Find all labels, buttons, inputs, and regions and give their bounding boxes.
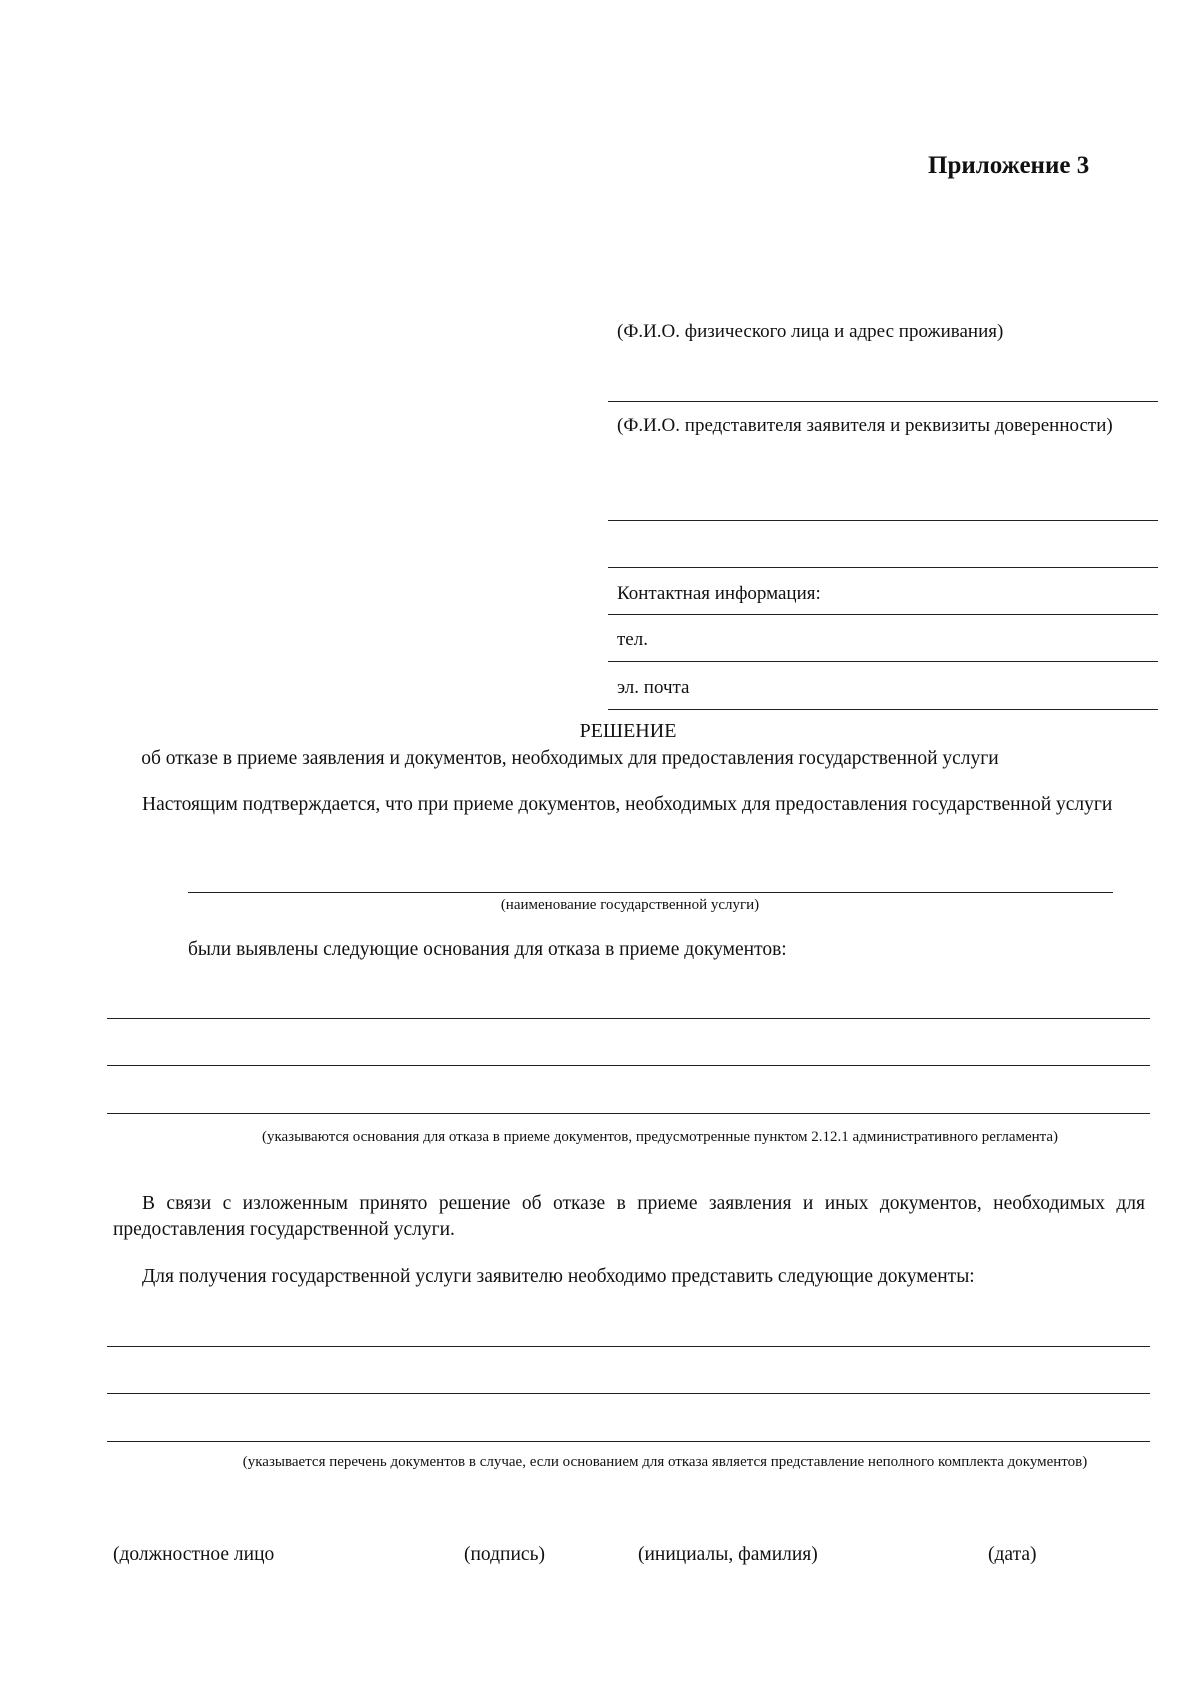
phone-line <box>608 661 1158 662</box>
signature-sign: (подпись) <box>464 1544 545 1565</box>
representative-line-1 <box>608 520 1158 521</box>
service-line <box>188 892 1113 893</box>
signature-date: (дата) <box>988 1544 1037 1565</box>
person-line <box>608 401 1158 402</box>
representative-caption: (Ф.И.О. представителя заявителя и реквизиты доверенности) <box>617 415 1113 436</box>
documents-intro: Для получения государственной услуги заявителю необходимо представить следующие документы: <box>142 1266 975 1287</box>
documents-caption: (указывается перечень документов в случае, если основанием для отказа является представление неполного комплекта документов) <box>242 1454 1088 1470</box>
email-line <box>608 709 1158 710</box>
decision-subheading: об отказе в приеме заявления и документов, необходимых для предоставления государственной услуги <box>141 748 999 769</box>
confirm-paragraph: Настоящим подтверждается, что при приеме документов, необходимых для предоставления государственной услуги <box>142 794 1113 815</box>
contact-label: Контактная информация: <box>617 583 821 604</box>
documents-line-2 <box>107 1393 1150 1394</box>
documents-line-1 <box>107 1346 1150 1347</box>
conclusion-paragraph: В связи с изложенным принято решение об отказе в приеме заявления и иных документов, необходимых для предоставления государственной услуги. <box>113 1193 1145 1240</box>
phone-label: тел. <box>617 629 648 650</box>
signature-name: (инициалы, фамилия) <box>638 1544 818 1565</box>
decision-heading: РЕШЕНИЕ <box>579 720 677 742</box>
grounds-line-1 <box>107 1018 1150 1019</box>
appendix-title: Приложение 3 <box>928 152 1090 179</box>
grounds-line-3 <box>107 1113 1150 1114</box>
contact-line <box>608 614 1158 615</box>
grounds-intro: были выявлены следующие основания для отказа в приеме документов: <box>188 939 787 960</box>
documents-line-3 <box>107 1441 1150 1442</box>
grounds-caption: (указываются основания для отказа в приеме документов, предусмотренные пунктом 2.12.1 административного регламента) <box>261 1129 1059 1145</box>
email-label: эл. почта <box>617 677 690 698</box>
service-caption: (наименование государственной услуги) <box>500 897 760 913</box>
representative-line-2 <box>608 567 1158 568</box>
grounds-line-2 <box>107 1065 1150 1066</box>
person-caption: (Ф.И.О. физического лица и адрес проживания) <box>617 321 1004 342</box>
signature-official: (должностное лицо <box>113 1544 275 1565</box>
